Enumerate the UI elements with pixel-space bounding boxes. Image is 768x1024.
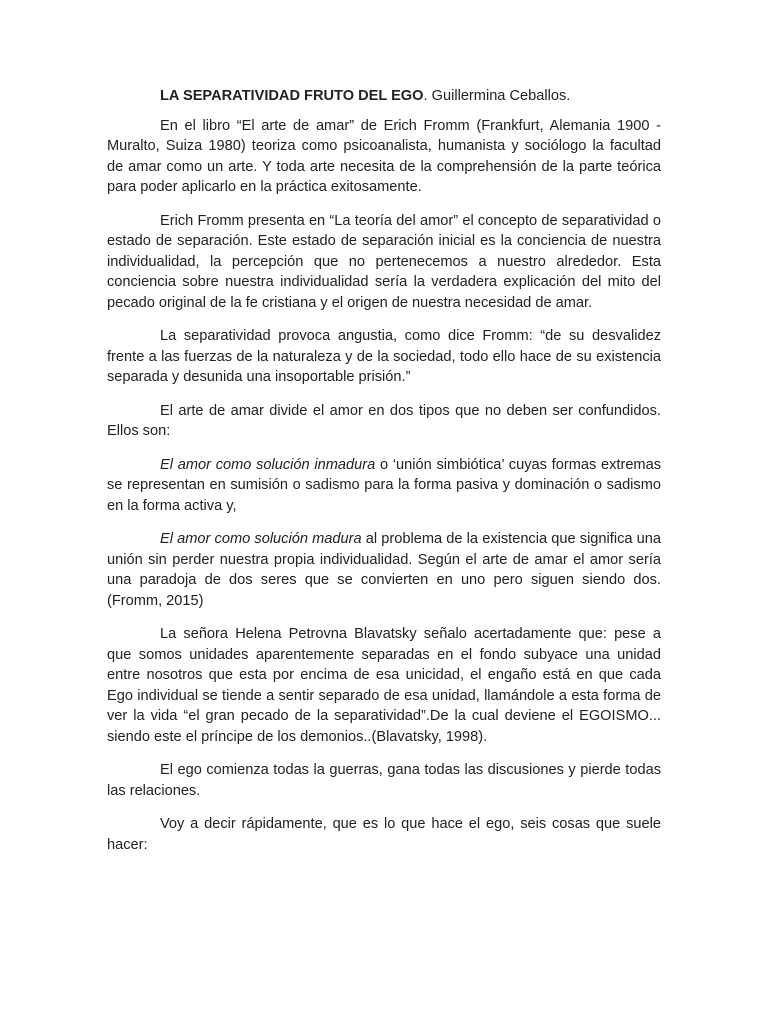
paragraph-1: En el libro “El arte de amar” de Erich Fromm (Frankfurt, Alemania 1900 - Muralto, Suiza 1980) teoriza como psicoanalista, humanista y sociólogo la facultad de amar como un arte. Y toda arte necesita de la comprehensión de la parte teórica para poder aplicarlo en la práctica exitosamente. xyxy=(107,117,661,195)
paragraph-5-text: o ‘unión simbiótica’ cuyas formas extremas se representan en sumisión o sadismo para la forma pasiva y dominación o sadismo en la forma activa y, xyxy=(107,456,662,514)
paragraph-3: La separatividad provoca angustia, como dice Fromm: “de su desvalidez frente a las fuerzas de la naturaleza y de la sociedad, todo ello hace de su existencia separada y desunida una insoportable prisión.” xyxy=(107,328,661,385)
paragraph-5-italic: El amor como solución inmadura xyxy=(160,456,376,473)
paragraph-4: El arte de amar divide el amor en dos tipos que no deben ser confundidos. Ellos son: xyxy=(107,402,661,439)
paragraph-8: El ego comienza todas la guerras, gana todas las discusiones y pierde todas las relaciones. xyxy=(107,762,661,799)
paragraph-5 xyxy=(107,455,661,517)
paragraph-9: Voy a decir rápidamente, que es lo que hace el ego, seis cosas que suele hacer: xyxy=(107,816,661,853)
title-heading: LA SEPARATIVIDAD FRUTO DEL EGO xyxy=(160,88,424,104)
paragraph-6 xyxy=(107,529,661,611)
paragraph-6-text: al problema de la existencia que significa una unión sin perder nuestra propia individualidad. Según el arte de amar el amor sería una paradoja de dos seres que se convierten en uno pero siguen siendo dos. (Fromm, 2015) xyxy=(107,531,662,609)
paragraph-6-italic: El amor como solución madura xyxy=(160,531,362,547)
paragraph-7: La señora Helena Petrovna Blavatsky señalo acertadamente que: pese a que somos unidades aparentemente separadas en el fondo subyace una unidad entre nosotros que esta por encima de esa unicidad, el engaño está en que cada Ego individual se tiende a sentir separado de esa unidad, llamándole a esta forma de ver la vida “el gran pecado de la separatividad”.De la cual deviene el EGOISMO... siendo este el príncipe de los demonios..(Blavatsky, 1998). xyxy=(107,626,661,745)
document-title xyxy=(107,86,661,107)
title-author: . Guillermina Ceballos. xyxy=(423,88,571,104)
paragraph-2: Erich Fromm presenta en “La teoría del amor” el concepto de separatividad o estado de separación. Este estado de separación inicial es la conciencia de nuestra individualidad, la percepción que no pertenecemos a nuestro alrededor. Esta conciencia sobre nuestra individualidad sería la verdadera explicación del mito del pecado original de la fe cristiana y el origen de nuestra necesidad de amar. xyxy=(107,212,661,311)
